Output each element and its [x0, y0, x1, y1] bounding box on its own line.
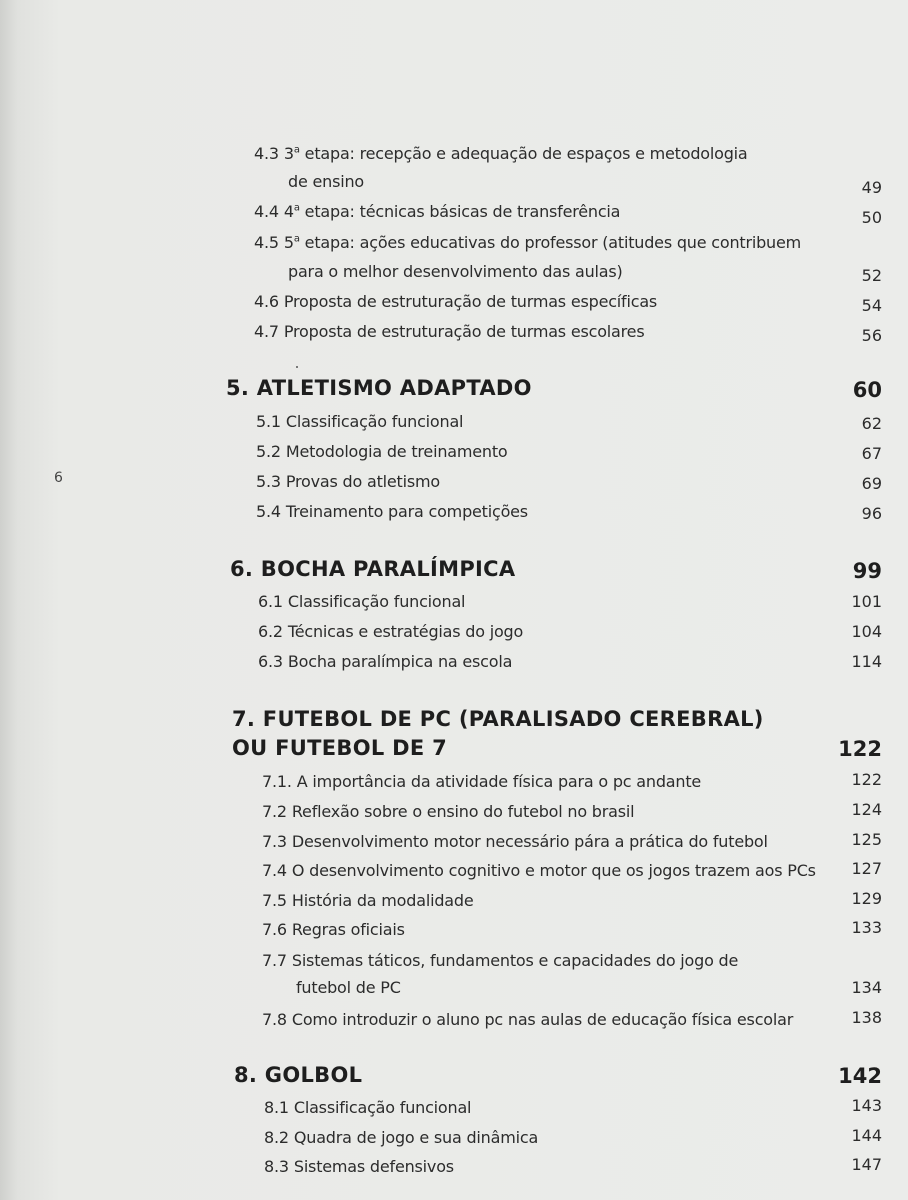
toc-item-number: 5.1: [256, 412, 281, 431]
toc-item-number: 7.2: [262, 802, 287, 821]
speck: [296, 366, 298, 368]
toc-item[interactable]: [256, 442, 508, 461]
toc-item-text: Sistemas defensivos: [293, 1157, 454, 1176]
toc-item-number: 5.2: [256, 442, 281, 461]
toc-item-number: 7.6: [262, 920, 287, 939]
toc-item-text: O desenvolvimento cognitivo e motor que os jogos trazem aos PCs: [291, 861, 816, 880]
toc-item-number: 7.8: [262, 1010, 287, 1029]
toc-item-text: Proposta de estruturação de turmas escolares: [283, 322, 645, 341]
toc-item[interactable]: [254, 144, 748, 163]
toc-item-page: 122: [851, 770, 882, 789]
toc-item-text: Classificação funcional: [285, 412, 464, 431]
toc-item-page: 54: [861, 296, 882, 315]
toc-item-number: 4.4: [254, 202, 279, 221]
toc-item[interactable]: [262, 772, 701, 791]
toc-item[interactable]: [256, 412, 463, 431]
toc-item-ordinal: 4: [283, 202, 294, 221]
toc-item-number: 4.6: [254, 292, 279, 311]
toc-item-number: 7.3: [262, 832, 287, 851]
toc-item-page: 147: [851, 1155, 882, 1174]
toc-item[interactable]: [258, 622, 523, 641]
chapter-heading[interactable]: 7. FUTEBOL DE PC (PARALISADO CEREBRAL): [232, 707, 764, 731]
toc-item-number: 4.3: [254, 144, 279, 163]
toc-item-page: 138: [851, 1008, 882, 1027]
chapter-page: 122: [838, 737, 882, 761]
toc-item-text: Como introduzir o aluno pc nas aulas de educação física escolar: [291, 1010, 794, 1029]
toc-item-text: Regras oficiais: [291, 920, 405, 939]
chapter-page: 60: [852, 378, 882, 402]
toc-item[interactable]: [264, 1098, 471, 1117]
toc-item-page: 133: [851, 918, 882, 937]
toc-item-page: 69: [861, 474, 882, 493]
toc-item-page: 114: [851, 652, 882, 671]
toc-item-page: 56: [861, 326, 882, 345]
toc-item[interactable]: [262, 861, 816, 880]
toc-item[interactable]: [264, 1157, 454, 1176]
toc-item[interactable]: [256, 502, 528, 521]
toc-item-text: Provas do atletismo: [285, 472, 440, 491]
toc-item-number: 6.3: [258, 652, 283, 671]
toc-item-page: 96: [861, 504, 882, 523]
toc-item-text: Técnicas e estratégias do jogo: [287, 622, 524, 641]
toc-item[interactable]: [262, 1010, 793, 1029]
toc-item-text: Classificação funcional: [287, 592, 466, 611]
chapter-heading-continuation: OU FUTEBOL DE 7: [232, 736, 448, 760]
toc-item-number: 5.4: [256, 502, 281, 521]
toc-item-number: 7.5: [262, 891, 287, 910]
toc-item-text: Quadra de jogo e sua dinâmica: [293, 1128, 539, 1147]
toc-item-text: etapa: técnicas básicas de transferência: [304, 202, 621, 221]
toc-item-number: 7.7: [262, 951, 287, 970]
toc-item-page: 127: [851, 859, 882, 878]
toc-item-page: 50: [861, 208, 882, 227]
toc-item[interactable]: [262, 891, 473, 910]
chapter-page: 99: [852, 559, 882, 583]
toc-item-number: 4.7: [254, 322, 279, 341]
toc-item-ordinal-sup: a: [293, 202, 300, 214]
toc-item-text: Sistemas táticos, fundamentos e capacidades do jogo de: [291, 951, 739, 970]
toc-item-text: Bocha paralímpica na escola: [287, 652, 513, 671]
toc-item-number: 8.1: [264, 1098, 289, 1117]
toc-item-page: 49: [861, 178, 882, 197]
toc-item-number: 8.3: [264, 1157, 289, 1176]
toc-item-page: 52: [861, 266, 882, 285]
toc-item[interactable]: [262, 832, 768, 851]
toc-item-ordinal-sup: a: [293, 144, 300, 156]
toc-item[interactable]: [262, 951, 738, 970]
toc-item[interactable]: [258, 592, 465, 611]
toc-item-page: 67: [861, 444, 882, 463]
toc-item-page: 125: [851, 830, 882, 849]
toc-item[interactable]: [254, 233, 801, 252]
chapter-heading[interactable]: 8. GOLBOL: [234, 1063, 363, 1087]
toc-item-number: 4.5: [254, 233, 279, 252]
toc-item[interactable]: [256, 472, 440, 491]
toc-item-number: 7.4: [262, 861, 287, 880]
toc-item-number: 7.1.: [262, 772, 292, 791]
toc-item-page: 101: [851, 592, 882, 611]
toc-item-number: 5.3: [256, 472, 281, 491]
toc-item-text: Metodologia de treinamento: [285, 442, 508, 461]
toc-item[interactable]: [254, 202, 620, 221]
toc-item-page: 144: [851, 1126, 882, 1145]
toc-item-page: 62: [861, 414, 882, 433]
toc-item-continuation: futebol de PC: [296, 978, 401, 997]
toc-item[interactable]: [262, 920, 405, 939]
toc-item-text: História da modalidade: [291, 891, 474, 910]
toc-item-page: 134: [851, 978, 882, 997]
toc-item-page: 104: [851, 622, 882, 641]
toc-item-text: etapa: recepção e adequação de espaços e metodologia: [304, 144, 748, 163]
toc-item-page: 124: [851, 800, 882, 819]
toc-item-continuation: para o melhor desenvolvimento das aulas): [288, 262, 623, 281]
toc-item-text: Classificação funcional: [293, 1098, 472, 1117]
toc-item-ordinal: 5: [283, 233, 294, 252]
toc-item-text: Desenvolvimento motor necessário pára a prática do futebol: [291, 832, 768, 851]
toc-item-page: 143: [851, 1096, 882, 1115]
toc-item-text: Reflexão sobre o ensino do futebol no brasil: [291, 802, 635, 821]
chapter-heading[interactable]: 5. ATLETISMO ADAPTADO: [226, 376, 532, 400]
toc-item-number: 6.2: [258, 622, 283, 641]
toc-item-text: A importância da atividade física para o pc andante: [296, 772, 702, 791]
chapter-heading[interactable]: 6. BOCHA PARALÍMPICA: [230, 557, 516, 581]
toc-item-text: etapa: ações educativas do professor (atitudes que contribuem: [304, 233, 802, 252]
toc-item[interactable]: [254, 292, 657, 311]
toc-item-ordinal-sup: a: [293, 233, 300, 245]
toc-item[interactable]: [254, 322, 644, 341]
toc-item-number: 6.1: [258, 592, 283, 611]
toc-item[interactable]: [258, 652, 512, 671]
toc-item-page: 129: [851, 889, 882, 908]
toc-item[interactable]: [262, 802, 634, 821]
toc-item-text: Proposta de estruturação de turmas específicas: [283, 292, 658, 311]
page-number: 6: [54, 470, 63, 486]
toc-item-text: Treinamento para competições: [285, 502, 528, 521]
chapter-page: 142: [838, 1064, 882, 1088]
toc-item[interactable]: [264, 1128, 538, 1147]
toc-item-number: 8.2: [264, 1128, 289, 1147]
toc-item-ordinal: 3: [283, 144, 294, 163]
toc-item-continuation: de ensino: [288, 172, 364, 191]
